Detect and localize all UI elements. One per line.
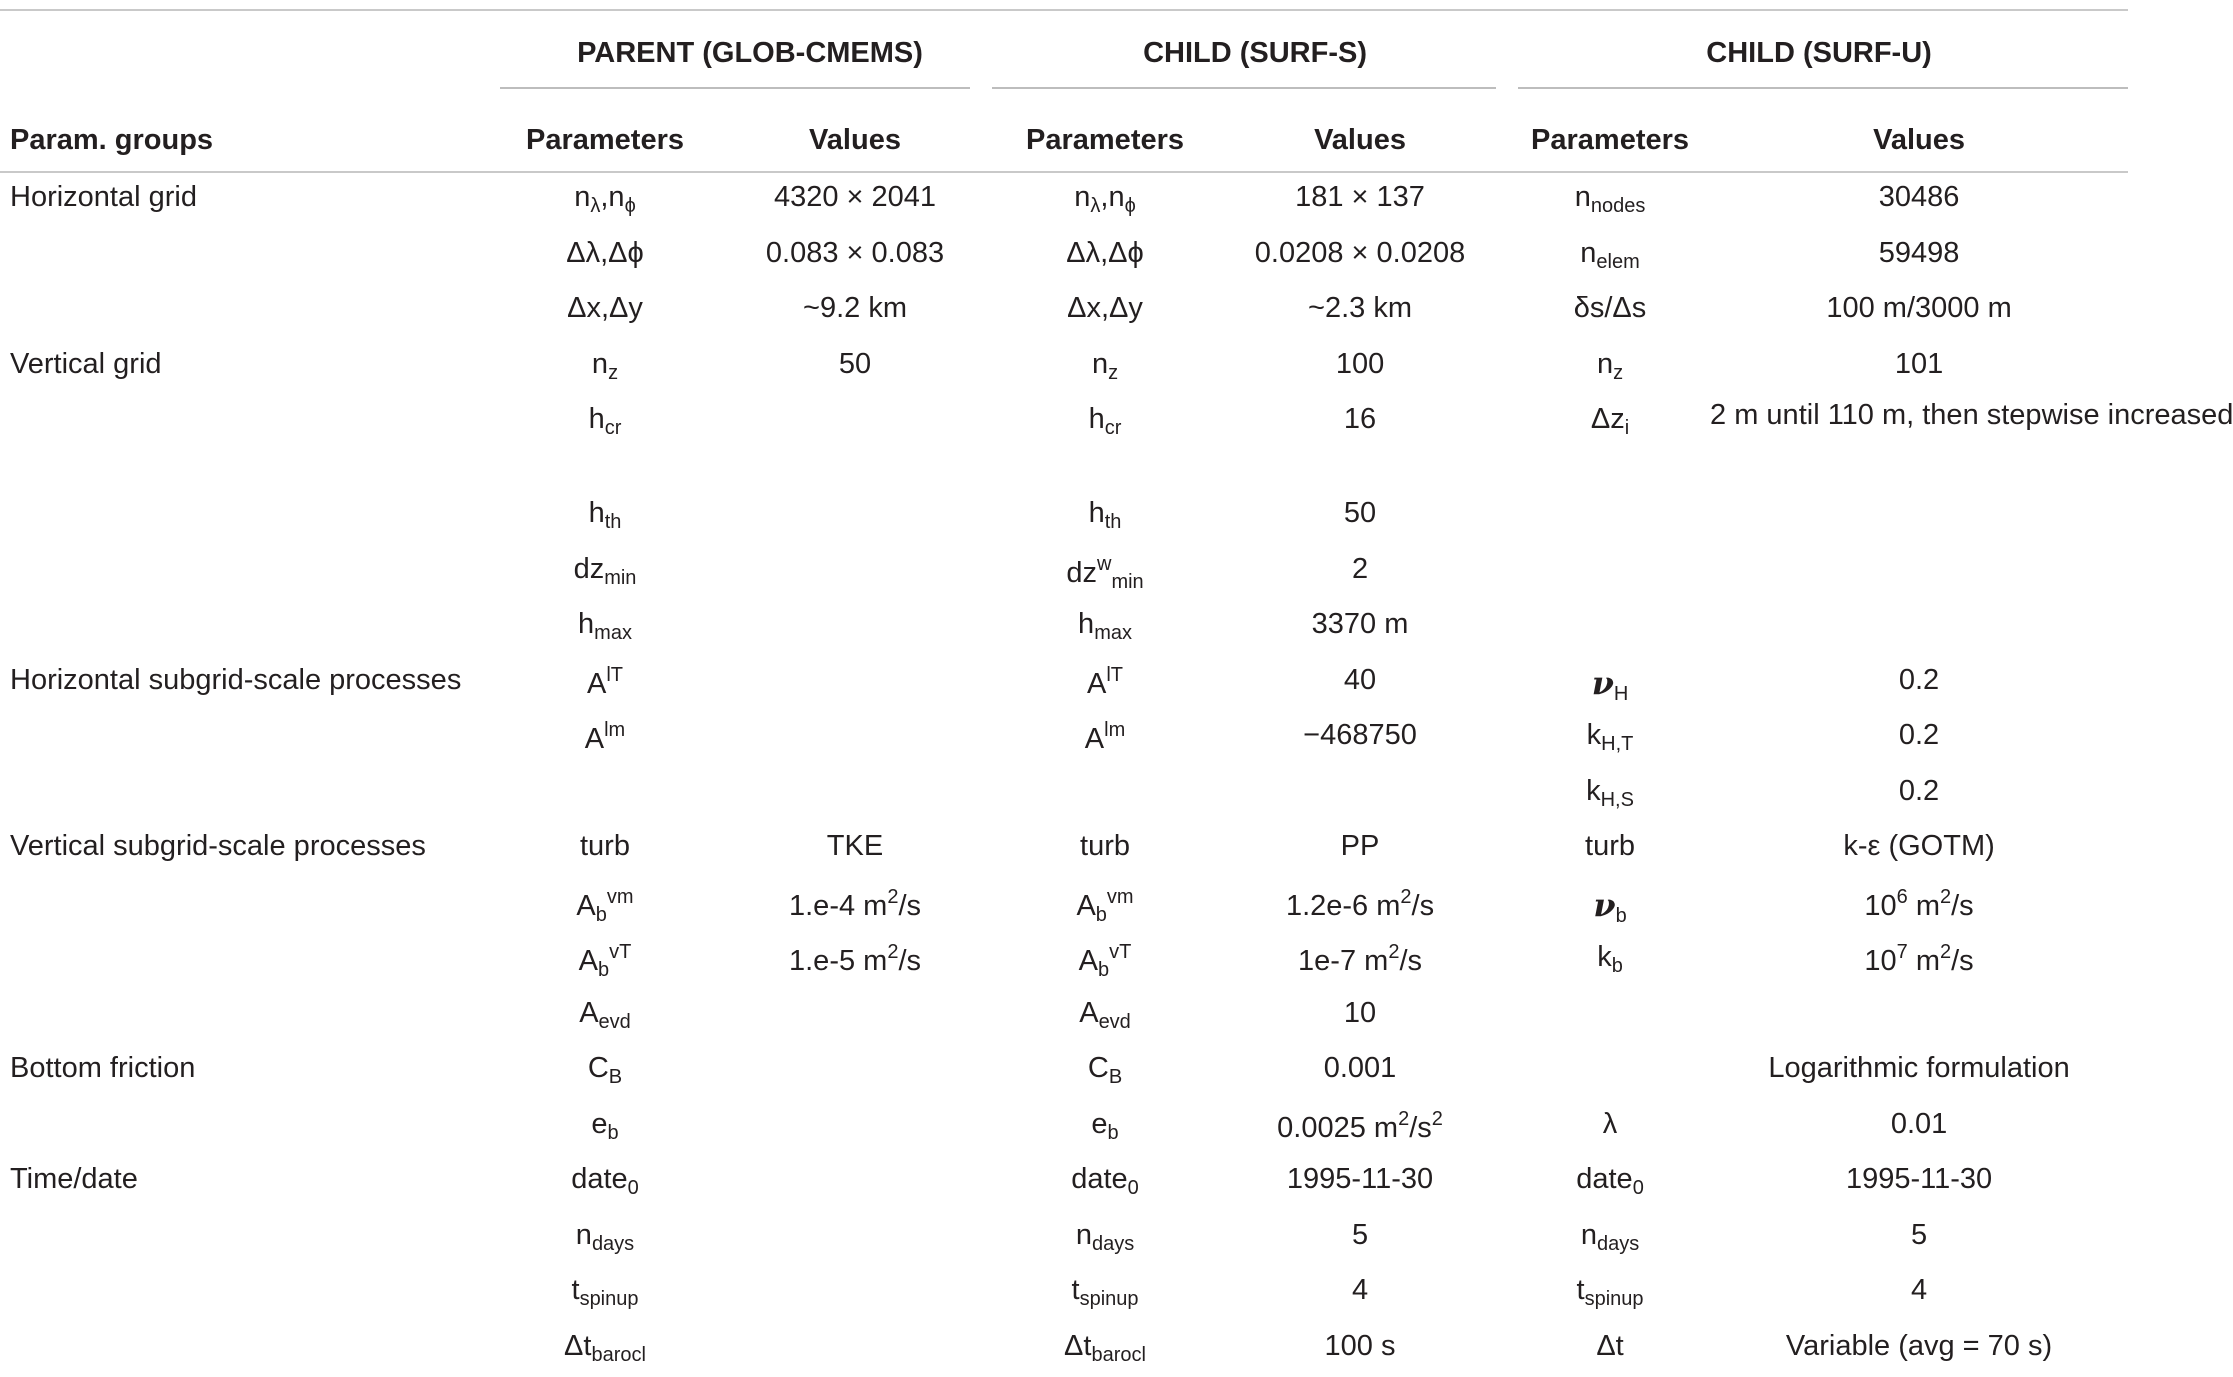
table-row — [0, 284, 2128, 340]
surf-s-parameter-cell: $e_b$ — [1000, 1100, 1210, 1156]
surf-u-value-cell: 0.01 — [1710, 1100, 2128, 1156]
surf-u-value-cell: 100 m/3000 m — [1710, 284, 2128, 340]
parent-value-cell — [710, 545, 1000, 601]
surf-u-parameter-cell: Δt — [1510, 1322, 1710, 1377]
surf-s-parameter-cell: Δλ,Δϕ — [1000, 229, 1210, 285]
surf-u-parameter-cell — [1510, 489, 1710, 545]
surf-u-parameter-cell: $\nu_b$ — [1510, 878, 1710, 934]
surf-u-parameter-cell: $\nu_H$ — [1510, 656, 1710, 712]
surf-s-value-cell: 4 — [1210, 1266, 1510, 1322]
surf-u-value-cell — [1710, 489, 2128, 545]
parameter-table — [0, 9, 2128, 1377]
surf-u-parameter-cell: $n_{days}$ — [1510, 1211, 1710, 1267]
header-parameters: Parameters — [1510, 109, 1710, 172]
surf-u-value-cell: 2 m until 110 m, then stepwise increased — [1710, 395, 2128, 489]
surf-s-value-cell: −468750 — [1210, 711, 1510, 767]
header-param-groups: Param. groups — [0, 109, 500, 172]
surf-s-parameter-cell: $A_b^{vm}$ — [1000, 878, 1210, 934]
parent-parameter-cell: $h_{cr}$ — [500, 395, 710, 489]
surf-s-parameter-cell: $A_{evd}$ — [1000, 989, 1210, 1045]
surf-s-parameter-cell: $C_B$ — [1000, 1044, 1210, 1100]
surf-u-group-underline — [1518, 87, 2128, 89]
table-row — [0, 711, 2128, 767]
parent-parameter-cell: date$_0$ — [500, 1155, 710, 1211]
parent-value-cell — [710, 489, 1000, 545]
parent-parameter-cell: $C_B$ — [500, 1044, 710, 1100]
surf-u-value-cell — [1710, 989, 2128, 1045]
surf-s-value-cell: 1995-11-30 — [1210, 1155, 1510, 1211]
surf-s-parameter-cell: $h_{max}$ — [1000, 600, 1210, 656]
table-row — [0, 878, 2128, 934]
parent-parameter-cell: $n_z$ — [500, 340, 710, 396]
table-row — [0, 822, 2128, 878]
surf-u-value-cell: 0.2 — [1710, 656, 2128, 712]
table-row — [0, 395, 2128, 489]
surf-u-parameter-cell: date$_0$ — [1510, 1155, 1710, 1211]
param-group-cell: Time/date — [0, 1155, 500, 1211]
surf-s-value-cell: 100 s — [1210, 1322, 1510, 1377]
surf-s-parameter-cell: Δx,Δy — [1000, 284, 1210, 340]
parent-parameter-cell: $h_{max}$ — [500, 600, 710, 656]
surf-u-parameter-cell — [1510, 989, 1710, 1045]
surf-u-value-cell: 59498 — [1710, 229, 2128, 285]
surf-s-value-cell: 3370 m — [1210, 600, 1510, 656]
column-header-row — [0, 109, 2128, 172]
parent-value-cell — [710, 1266, 1000, 1322]
parent-parameter-cell: $t_{spinup}$ — [500, 1266, 710, 1322]
table-row — [0, 489, 2128, 545]
parent-value-cell: 1.e-5 $m^2/s$ — [710, 933, 1000, 989]
surf-u-parameter-cell: $k_{H,T}$ — [1510, 711, 1710, 767]
surf-u-parameter-cell — [1510, 600, 1710, 656]
group-header-blank — [0, 9, 500, 87]
parent-value-cell: 50 — [710, 340, 1000, 396]
surf-u-parameter-cell: turb — [1510, 822, 1710, 878]
param-group-cell: Vertical subgrid-scale processes — [0, 822, 500, 878]
header-parameters: Parameters — [1000, 109, 1210, 172]
table-row — [0, 656, 2128, 712]
surf-u-value-cell: 5 — [1710, 1211, 2128, 1267]
surf-s-parameter-cell: turb — [1000, 822, 1210, 878]
surf-u-value-cell: $10^6$ $m^2/s$ — [1710, 878, 2128, 934]
parent-value-cell — [710, 656, 1000, 712]
parent-parameter-cell: $A_b^{vT}$ — [500, 933, 710, 989]
parent-value-cell — [710, 1044, 1000, 1100]
surf-u-value-cell: 0.2 — [1710, 767, 2128, 823]
surf-s-value-cell: 0.001 — [1210, 1044, 1510, 1100]
surf-s-group-underline — [992, 87, 1496, 89]
surf-s-parameter-cell: $A^{lT}$ — [1000, 656, 1210, 712]
parent-value-cell: 0.083 × 0.083 — [710, 229, 1000, 285]
surf-s-value-cell: 0.0025 $m^2/s^2$ — [1210, 1100, 1510, 1156]
surf-u-parameter-cell: $n_z$ — [1510, 340, 1710, 396]
surf-s-parameter-cell: $n_\lambda,n_\phi$ — [1000, 172, 1210, 229]
param-group-cell — [0, 489, 500, 545]
table-row — [0, 989, 2128, 1045]
surf-s-value-cell: 10 — [1210, 989, 1510, 1045]
param-group-cell — [0, 395, 500, 489]
surf-s-value-cell: PP — [1210, 822, 1510, 878]
surf-u-parameter-cell: $n_{nodes}$ — [1510, 172, 1710, 229]
parent-parameter-cell: $n_\lambda,n_\phi$ — [500, 172, 710, 229]
table-row — [0, 933, 2128, 989]
table-row — [0, 767, 2128, 823]
parent-parameter-cell: Δx,Δy — [500, 284, 710, 340]
surf-u-value-cell: k-ε (GOTM) — [1710, 822, 2128, 878]
param-group-cell — [0, 229, 500, 285]
surf-u-parameter-cell: λ — [1510, 1100, 1710, 1156]
surf-s-parameter-cell: date$_0$ — [1000, 1155, 1210, 1211]
param-group-cell — [0, 600, 500, 656]
parent-parameter-cell: $A^{lT}$ — [500, 656, 710, 712]
param-group-cell — [0, 711, 500, 767]
param-group-cell: Horizontal grid — [0, 172, 500, 229]
param-group-cell — [0, 878, 500, 934]
header-parameters: Parameters — [500, 109, 710, 172]
surf-u-value-cell: 1995-11-30 — [1710, 1155, 2128, 1211]
group-header-row — [0, 9, 2128, 87]
surf-u-value-cell: 0.2 — [1710, 711, 2128, 767]
parent-value-cell — [710, 989, 1000, 1045]
table-row — [0, 229, 2128, 285]
surf-u-value-cell: 101 — [1710, 340, 2128, 396]
parent-parameter-cell: $h_{th}$ — [500, 489, 710, 545]
param-group-cell — [0, 284, 500, 340]
param-group-cell — [0, 1100, 500, 1156]
surf-s-parameter-cell: $A_b^{vT}$ — [1000, 933, 1210, 989]
parent-value-cell — [710, 1322, 1000, 1377]
surf-s-parameter-cell: $h_{cr}$ — [1000, 395, 1210, 489]
parent-parameter-cell: $e_b$ — [500, 1100, 710, 1156]
group-header-parent: PARENT (GLOB-CMEMS) — [500, 9, 1000, 87]
parent-value-cell: 1.e-4 $m^2/s$ — [710, 878, 1000, 934]
param-group-cell — [0, 545, 500, 601]
surf-s-value-cell: 40 — [1210, 656, 1510, 712]
surf-s-parameter-cell: $n_{days}$ — [1000, 1211, 1210, 1267]
surf-u-value-cell: 4 — [1710, 1266, 2128, 1322]
header-values: Values — [710, 109, 1000, 172]
surf-s-parameter-cell: $A^{lm}$ — [1000, 711, 1210, 767]
parent-parameter-cell: turb — [500, 822, 710, 878]
table-row — [0, 1044, 2128, 1100]
surf-s-value-cell: 100 — [1210, 340, 1510, 396]
surf-s-parameter-cell: $n_z$ — [1000, 340, 1210, 396]
surf-s-parameter-cell: $\Delta t_{barocl}$ — [1000, 1322, 1210, 1377]
table-row — [0, 1100, 2128, 1156]
surf-s-value-cell — [1210, 767, 1510, 823]
surf-s-parameter-cell: $t_{spinup}$ — [1000, 1266, 1210, 1322]
surf-u-value-cell: Logarithmic formulation — [1710, 1044, 2128, 1100]
surf-u-value-cell: $10^7$ $m^2/s$ — [1710, 933, 2128, 989]
surf-s-parameter-cell: $dz^w_{min}$ — [1000, 545, 1210, 601]
surf-s-value-cell: 16 — [1210, 395, 1510, 489]
parent-value-cell: TKE — [710, 822, 1000, 878]
table-row — [0, 340, 2128, 396]
parent-parameter-cell: $dz_{min}$ — [500, 545, 710, 601]
surf-u-parameter-cell: $t_{spinup}$ — [1510, 1266, 1710, 1322]
parent-parameter-cell: $\Delta t_{barocl}$ — [500, 1322, 710, 1377]
surf-s-value-cell: 1.2e-6 $m^2/s$ — [1210, 878, 1510, 934]
parent-parameter-cell: $A_b^{vm}$ — [500, 878, 710, 934]
param-group-cell — [0, 1322, 500, 1377]
parent-value-cell — [710, 395, 1000, 489]
header-values: Values — [1710, 109, 2128, 172]
parent-value-cell — [710, 767, 1000, 823]
parent-value-cell — [710, 1100, 1000, 1156]
group-header-child-surf-u: CHILD (SURF-U) — [1510, 9, 2128, 87]
parent-value-cell: ~9.2 km — [710, 284, 1000, 340]
table-row — [0, 545, 2128, 601]
parent-parameter-cell: $A^{lm}$ — [500, 711, 710, 767]
parent-parameter-cell: Δλ,Δϕ — [500, 229, 710, 285]
param-group-cell: Bottom friction — [0, 1044, 500, 1100]
surf-s-parameter-cell: $h_{th}$ — [1000, 489, 1210, 545]
table-row — [0, 172, 2128, 229]
table-row — [0, 600, 2128, 656]
parent-value-cell — [710, 600, 1000, 656]
surf-u-value-cell — [1710, 600, 2128, 656]
surf-u-parameter-cell: $k_{H,S}$ — [1510, 767, 1710, 823]
surf-s-value-cell: 50 — [1210, 489, 1510, 545]
param-group-cell — [0, 767, 500, 823]
surf-u-value-cell: 30486 — [1710, 172, 2128, 229]
surf-u-value-cell: Variable (avg = 70 s) — [1710, 1322, 2128, 1377]
surf-u-parameter-cell: $\Delta z_i$ — [1510, 395, 1710, 489]
header-values: Values — [1210, 109, 1510, 172]
parent-value-cell — [710, 711, 1000, 767]
surf-u-parameter-cell — [1510, 1044, 1710, 1100]
surf-s-value-cell: 2 — [1210, 545, 1510, 601]
surf-u-parameter-cell: $k_b$ — [1510, 933, 1710, 989]
param-group-cell: Vertical grid — [0, 340, 500, 396]
group-header-child-surf-s: CHILD (SURF-S) — [1000, 9, 1510, 87]
table-row — [0, 1266, 2128, 1322]
parent-parameter-cell: $n_{days}$ — [500, 1211, 710, 1267]
table-row — [0, 1155, 2128, 1211]
surf-u-parameter-cell: $n_{elem}$ — [1510, 229, 1710, 285]
parent-group-underline — [500, 87, 970, 89]
parent-parameter-cell — [500, 767, 710, 823]
param-group-cell: Horizontal subgrid-scale processes — [0, 656, 500, 712]
parent-parameter-cell: $A_{evd}$ — [500, 989, 710, 1045]
surf-s-value-cell: 181 × 137 — [1210, 172, 1510, 229]
surf-s-parameter-cell — [1000, 767, 1210, 823]
surf-s-value-cell: 1e-7 $m^2/s$ — [1210, 933, 1510, 989]
parent-value-cell: 4320 × 2041 — [710, 172, 1000, 229]
table-body — [0, 172, 2128, 1377]
param-group-cell — [0, 1266, 500, 1322]
surf-u-value-cell — [1710, 545, 2128, 601]
param-group-cell — [0, 1211, 500, 1267]
surf-s-value-cell: 0.0208 × 0.0208 — [1210, 229, 1510, 285]
surf-u-parameter-cell — [1510, 545, 1710, 601]
param-group-cell — [0, 933, 500, 989]
surf-u-parameter-cell: δs/Δs — [1510, 284, 1710, 340]
surf-s-value-cell: 5 — [1210, 1211, 1510, 1267]
parent-value-cell — [710, 1211, 1000, 1267]
table-row — [0, 1322, 2128, 1377]
param-group-cell — [0, 989, 500, 1045]
surf-s-value-cell: ~2.3 km — [1210, 284, 1510, 340]
parent-value-cell — [710, 1155, 1000, 1211]
table-row — [0, 1211, 2128, 1267]
